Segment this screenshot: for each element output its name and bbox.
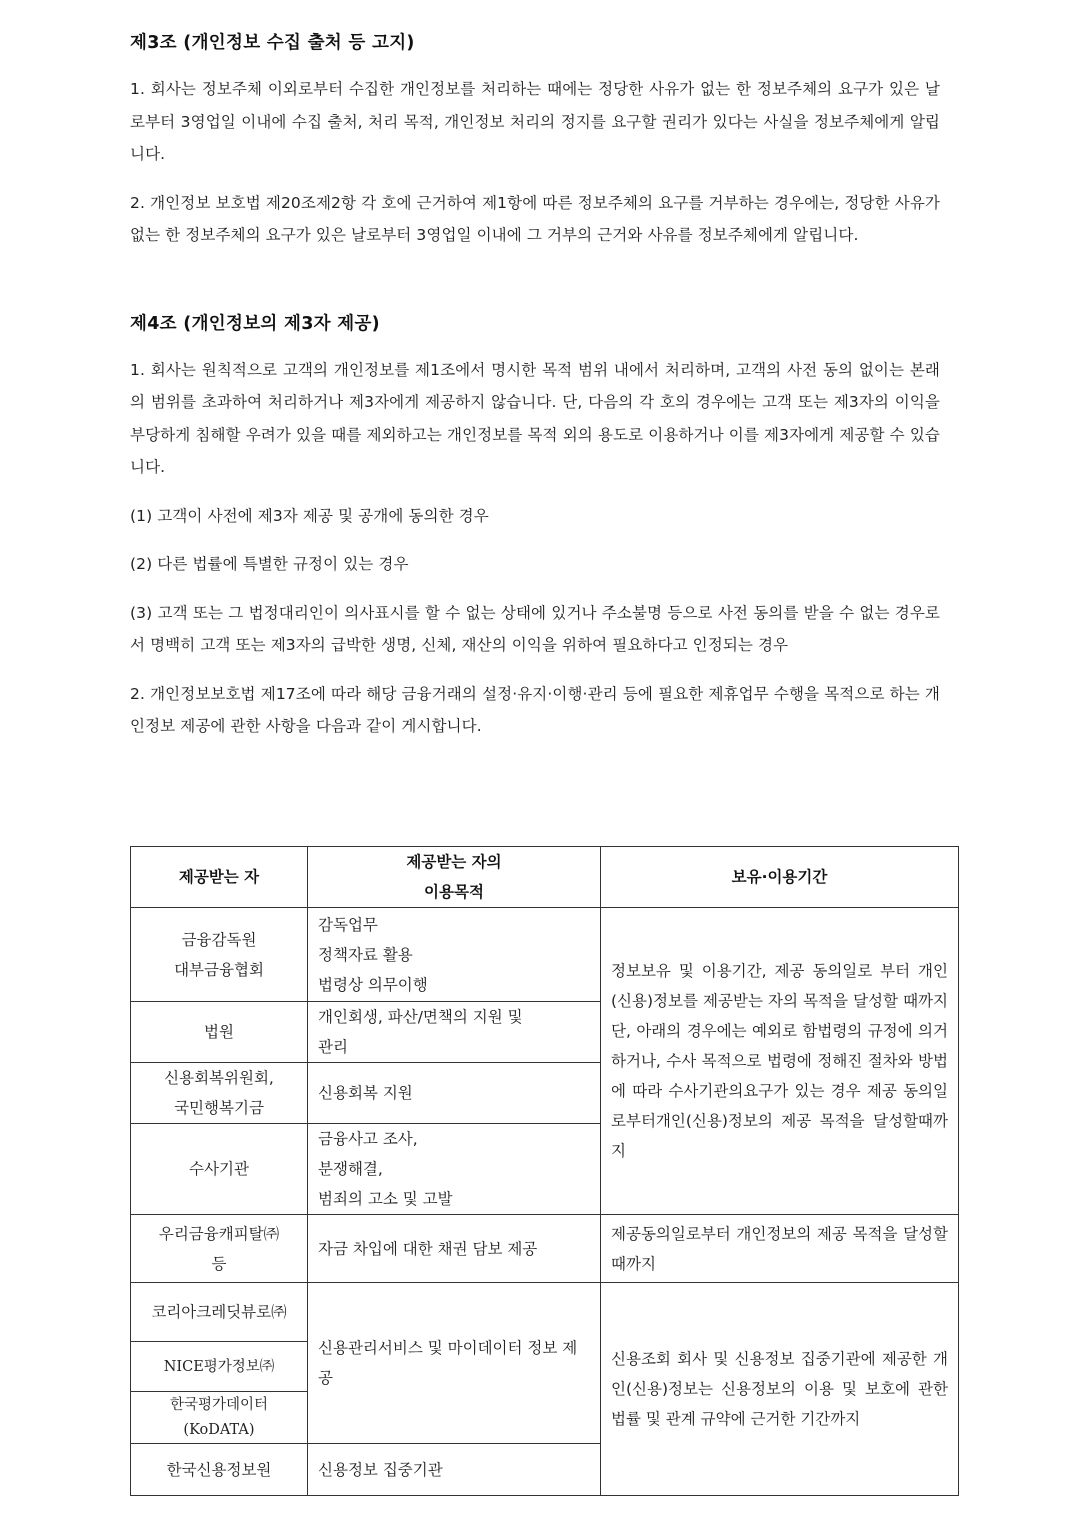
- article-3-title: 제3조 (개인정보 수집 출처 등 고지): [130, 33, 415, 53]
- purpose-cell: 신용관리서비스 및 마이데이터 정보 제공: [308, 1283, 601, 1444]
- purpose-cell: 신용정보 집중기관: [308, 1444, 601, 1496]
- header-recipient: 제공받는 자: [131, 847, 308, 908]
- table-row: [131, 1215, 959, 1283]
- purpose-cell: 개인회생, 파산/면책의 지원 및 관리: [308, 1002, 601, 1063]
- recipient-cell: NICE평가정보㈜: [131, 1342, 308, 1392]
- article-4-paragraph-2: 2. 개인정보보호법 제17조에 따라 해당 금융거래의 설정·유지·이행·관리 등에 필요한 제휴업무 수행을 목적으로 하는 개인정보 제공에 관한 사항을 다음과 같이 게시합니다.: [130, 684, 940, 735]
- document-body: [130, 28, 940, 743]
- recipient-cell: 한국평가데이터 (KoDATA): [131, 1392, 308, 1444]
- article-4-item-2: (2) 다른 법률에 특별한 규정이 있는 경우: [130, 555, 409, 573]
- article-4-item-3: (3) 고객 또는 그 법정대리인이 의사표시를 할 수 없는 상태에 있거나 주소불명 등으로 사전 동의를 받을 수 없는 경우로서 명백히 고객 또는 제3자의 급박한 생명, 신체, 재산의 이익을 위하여 필요하다고 인정되는 경우: [130, 603, 940, 654]
- period-cell: 정보보유 및 이용기간, 제공 동의일로 부터 개인(신용)정보를 제공받는 자의 목적을 달성할 때까지 단, 아래의 경우에는 예외로 함법령의 규정에 의거하거나, 수사 목적으로 법령에 정해진 절차와 방법에 따라 수사기관의요구가 있는 경우 제공 동의일로부터개인(신용)정보의 제공 목적을 달성할때까지: [601, 908, 959, 1215]
- article-4-item-1: (1) 고객이 사전에 제3자 제공 및 공개에 동의한 경우: [130, 506, 489, 525]
- table-row: [131, 1283, 959, 1342]
- purpose-cell: 자금 차입에 대한 채권 담보 제공: [308, 1215, 601, 1283]
- recipient-cell: 한국신용정보원: [131, 1444, 308, 1496]
- article-3-paragraph-1: 1. 회사는 정보주체 이외로부터 수집한 개인정보를 처리하는 때에는 정당한 사유가 없는 한 정보주체의 요구가 있은 날로부터 3영업일 이내에 수집 출처, 처리 목적, 개인정보 처리의 정지를 요구할 권리가 있다는 사실을 정보주체에게 알립니다.: [130, 80, 940, 163]
- header-period: 보유·이용기간: [601, 847, 959, 908]
- recipient-cell: 코리아크레딧뷰로㈜: [131, 1283, 308, 1342]
- recipient-cell: 수사기관: [131, 1124, 308, 1215]
- recipient-cell: 법원: [131, 1002, 308, 1063]
- header-purpose: 제공받는 자의 이용목적: [308, 847, 601, 908]
- recipient-cell: 우리금융캐피탈㈜ 등: [131, 1215, 308, 1283]
- purpose-cell: 금융사고 조사, 분쟁해결, 범죄의 고소 및 고발: [308, 1124, 601, 1215]
- period-cell: 신용조회 회사 및 신용정보 집중기관에 제공한 개인(신용)정보는 신용정보의 이용 및 보호에 관한 법률 및 관계 규약에 근거한 기간까지: [601, 1283, 959, 1496]
- table-header-row: [131, 847, 959, 908]
- purpose-cell: 감독업무 정책자료 활용 법령상 의무이행: [308, 908, 601, 1002]
- table-row: [131, 908, 959, 1002]
- article-3-paragraph-2: 2. 개인정보 보호법 제20조제2항 각 호에 근거하여 제1항에 따른 정보주체의 요구를 거부하는 경우에는, 정당한 사유가 없는 한 정보주체의 요구가 있은 날로부터 3영업일 이내에 그 거부의 근거와 사유를 정보주체에게 알립니다.: [130, 193, 940, 244]
- article-4-paragraph-1: 1. 회사는 원칙적으로 고객의 개인정보를 제1조에서 명시한 목적 범위 내에서 처리하며, 고객의 사전 동의 없이는 본래의 범위를 초과하여 처리하거나 제3자에게 제공하지 않습니다. 단, 다음의 각 호의 경우에는 고객 또는 제3자의 이익을 부당하게 침해할 우려가 있을 때를 제외하고는 개인정보를 목적 외의 용도로 이용하거나 이를 제3자에게 제공할 수 있습니다.: [130, 360, 940, 476]
- recipient-cell: 금융감독원 대부금융협회: [131, 908, 308, 1002]
- period-cell: 제공동의일로부터 개인정보의 제공 목적을 달성할때까지: [601, 1215, 959, 1283]
- article-4-title: 제4조 (개인정보의 제3자 제공): [130, 313, 380, 334]
- recipient-cell: 신용회복위원회, 국민행복기금: [131, 1063, 308, 1124]
- third-party-provision-table: [130, 846, 959, 1496]
- purpose-cell: 신용회복 지원: [308, 1063, 601, 1124]
